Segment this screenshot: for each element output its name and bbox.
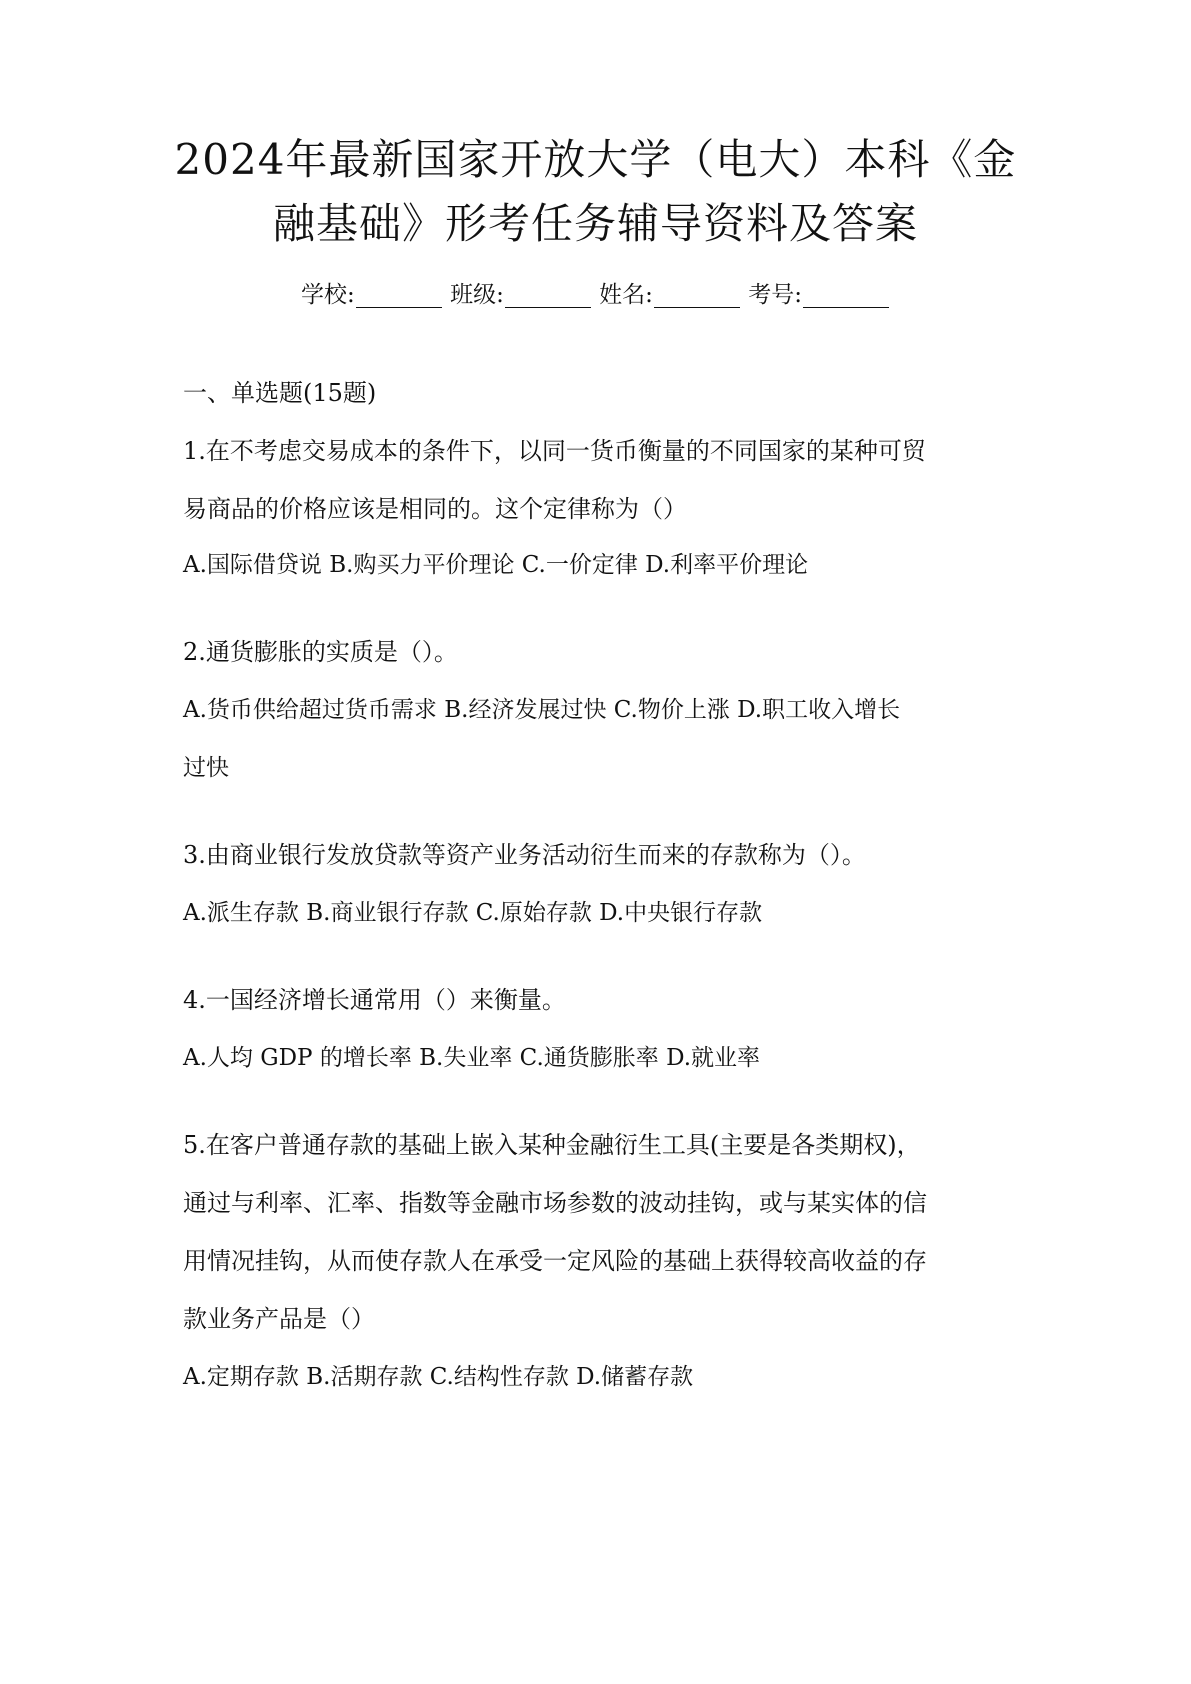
q2-options-line-1: A.货币供给超过货币需求 B.经济发展过快 C.物价上涨 D.职工收入增长 xyxy=(183,697,901,723)
title-line-2: 融基础》形考任务辅导资料及答案 xyxy=(272,199,918,248)
q5-text-line-2: 通过与利率、汇率、指数等金融市场参数的波动挂钩，或与某实体的信 xyxy=(183,1189,927,1217)
q4-options: A.人均 GDP 的增长率 B.失业率 C.通货膨胀率 D.就业率 xyxy=(183,1045,760,1071)
q5-text-line-1: 5.在客户普通存款的基础上嵌入某种金融衍生工具(主要是各类期权)， xyxy=(183,1131,921,1159)
q3-options: A.派生存款 B.商业银行存款 C.原始存款 D.中央银行存款 xyxy=(183,900,763,926)
section-heading: 一、单选题(15题) xyxy=(183,379,377,407)
name-label: 姓名: xyxy=(599,282,653,308)
q5-text-line-3: 用情况挂钩，从而使存款人在承受一定风险的基础上获得较高收益的存 xyxy=(183,1247,927,1275)
q1-options: A.国际借贷说 B.购买力平价理论 C.一价定律 D.利率平价理论 xyxy=(183,552,809,578)
q1-text-line-2: 易商品的价格应该是相同的。这个定律称为（） xyxy=(183,495,687,523)
q4-text-line-1: 4.一国经济增长通常用（）来衡量。 xyxy=(183,986,566,1014)
q5-text-line-4: 款业务产品是（） xyxy=(183,1305,375,1333)
q2-options-line-2: 过快 xyxy=(183,755,229,781)
name-blank xyxy=(654,283,740,308)
exam-number-label: 考号: xyxy=(748,282,802,308)
exam-number-blank xyxy=(803,283,889,308)
student-info-row xyxy=(150,278,1041,312)
q5-options: A.定期存款 B.活期存款 C.结构性存款 D.储蓄存款 xyxy=(183,1364,694,1390)
q1-text-line-1: 1.在不考虑交易成本的条件下，以同一货币衡量的不同国家的某种可贸 xyxy=(183,437,926,465)
school-label: 学校: xyxy=(301,282,355,308)
class-label: 班级: xyxy=(450,282,504,308)
q2-text-line-1: 2.通货膨胀的实质是（）。 xyxy=(183,638,458,666)
q3-text-line-1: 3.由商业银行发放贷款等资产业务活动衍生而来的存款称为（）。 xyxy=(183,841,866,869)
title-line-1: 2024年最新国家开放大学（电大）本科《金 xyxy=(174,135,1017,184)
class-blank xyxy=(505,283,591,308)
school-blank xyxy=(356,283,442,308)
document-title xyxy=(150,128,1041,256)
